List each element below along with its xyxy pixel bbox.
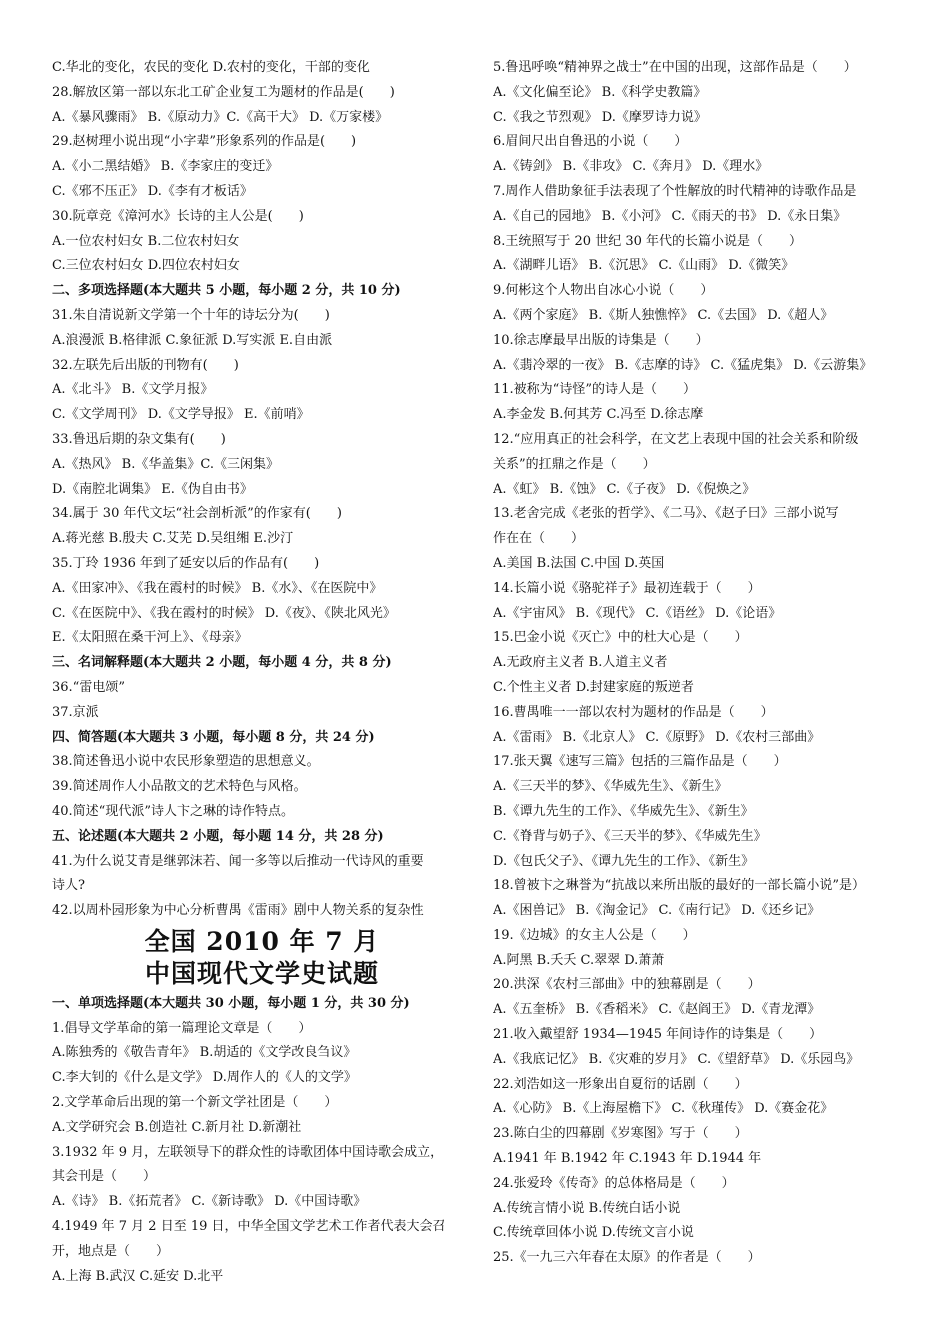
text-line: A.《北斗》 B.《文学月报》 [52, 382, 214, 398]
text-line: A.《暴风骤雨》 B.《原动力》C.《高干大》 D.《万家楼》 [52, 109, 389, 125]
text-line: A.《热风》 B.《华盖集》C.《三闲集》 [52, 456, 279, 472]
text-line: C.华北的变化，农民的变化 D.农村的变化，干部的变化 [52, 60, 370, 75]
text-line: C.三位农村妇女 D.四位农村妇女 [52, 258, 240, 274]
left-column [52, 56, 472, 1289]
text-line: 30.阮章竞《漳河水》长诗的主人公是( ) [52, 208, 304, 224]
text-line: 28.解放区第一部以东北工矿企业复工为题材的作品是( ) [52, 84, 395, 100]
text-line: A.《五奎桥》 B.《香稻米》 C.《赵阎王》 D.《青龙潭》 [493, 1002, 821, 1018]
text-line: 17.张天翼《速写三篇》包括的三篇作品是（ ） [493, 754, 787, 770]
text-line: 11.被称为“诗怪”的诗人是（ ） [493, 382, 696, 398]
text-line: E.《太阳照在桑干河上》、《母亲》 [52, 630, 248, 646]
text-line: A.《文化偏至论》 B.《科学史教篇》 [493, 84, 707, 100]
text-line: A.《自己的园地》 B.《小河》 C.《雨天的书》 D.《永日集》 [493, 208, 847, 224]
text-line: 1.倡导文学革命的第一篇理论文章是（ ） [52, 1020, 312, 1036]
text-line: C.李大钊的《什么是文学》 D.周作人的《人的文学》 [52, 1070, 357, 1086]
text-line: A.阿黑 B.夭夭 C.翠翠 D.萧萧 [493, 952, 665, 968]
text-line: C.传统章回体小说 D.传统文言小说 [493, 1225, 694, 1241]
text-line: 10.徐志摩最早出版的诗集是（ ） [493, 332, 709, 348]
text-line: A.《三天半的梦》、《华威先生》、《新生》 [493, 779, 728, 795]
text-line: A.《心防》 B.《上海屋檐下》 C.《秋瑾传》 D.《赛金花》 [493, 1101, 834, 1117]
text-line: A.《我底记忆》 B.《灾难的岁月》 C.《望舒草》 D.《乐园鸟》 [493, 1051, 860, 1067]
text-line: 31.朱自清说新文学第一个十年的诗坛分为( ) [52, 307, 330, 323]
text-line: 3.1932 年 9 月，左联领导下的群众性的诗歌团体中国诗歌会成立， [52, 1144, 444, 1160]
text-line: 22.刘浩如这一形象出自夏衍的话剧（ ） [493, 1076, 748, 1092]
text-line: C.《脊背与奶子》、《三天半的梦》、《华威先生》 [493, 828, 767, 844]
text-line: 7.周作人借助象征手法表现了个性解放的时代精神的诗歌作品是 [493, 183, 857, 199]
text-line: 35.丁玲 1936 年到了延安以后的作品有( ) [52, 555, 320, 571]
section-heading: 一、单项选择题(本大题共 30 小题，每小题 1 分，共 30 分) [52, 995, 410, 1011]
text-line: 13.老舍完成《老张的哲学》、《二马》、《赵子曰》三部小说写 [493, 506, 839, 522]
right-column [493, 56, 911, 1271]
section-heading: 三、名词解释题(本大题共 2 小题，每小题 4 分，共 8 分) [52, 655, 392, 671]
text-line: A.一位农村妇女 B.二位农村妇女 [52, 233, 240, 249]
text-line: D.《南腔北调集》 E.《伪自由书》 [52, 481, 253, 497]
text-line: A.《雷雨》 B.《北京人》 C.《原野》 D.《农村三部曲》 [493, 729, 821, 745]
text-line: 18.曾被卞之琳誉为“抗战以来所出版的最好的一部长篇小说”是） [493, 878, 865, 894]
text-line: 20.洪深《农村三部曲》中的独幕剧是（ ） [493, 977, 761, 993]
text-line: C.《邪不压正》 D.《李有才板话》 [52, 183, 253, 199]
text-line: 9.何彬这个人物出自冰心小说（ ） [493, 283, 714, 299]
text-line: 42.以周朴园形象为中心分析曹禺《雷雨》剧中人物关系的复杂性 [52, 903, 424, 919]
text-line: C.《文学周刊》 D.《文学导报》 E.《前哨》 [52, 407, 310, 423]
text-line: 4.1949 年 7 月 2 日至 19 日，中华全国文学艺术工作者代表大会召 [52, 1219, 446, 1235]
text-line: A.《铸剑》 B.《非攻》 C.《奔月》 D.《理水》 [493, 159, 769, 175]
text-line: 23.陈白尘的四幕剧《岁寒图》写于（ ） [493, 1126, 748, 1142]
text-line: 39.简述周作人小品散文的艺术特色与风格。 [52, 779, 307, 795]
text-line: A.《小二黑结婚》 B.《李家庄的变迁》 [52, 159, 279, 175]
text-line: 8.王统照写于 20 世纪 30 年代的长篇小说是（ ） [493, 233, 803, 249]
text-line: 36.“雷电颂” [52, 679, 125, 695]
text-line: 34.属于 30 年代文坛“社会剖析派”的作家有( ) [52, 506, 342, 522]
text-line: A.李金发 B.何其芳 C.冯至 D.徐志摩 [493, 407, 704, 423]
text-line: 32.左联先后出版的刊物有( ) [52, 357, 239, 373]
text-line: A.《翡冷翠的一夜》 B.《志摩的诗》 C.《猛虎集》 D.《云游集》 [493, 357, 873, 373]
text-line: 开，地点是（ ） [52, 1243, 170, 1259]
text-line: B.《谭九先生的工作》、《华威先生》、《新生》 [493, 803, 754, 819]
text-line: 21.收入戴望舒 1934—1945 年间诗作的诗集是（ ） [493, 1027, 823, 1043]
text-line: C.《我之节烈观》 D.《摩罗诗力说》 [493, 109, 707, 125]
text-line: A.浪漫派 B.格律派 C.象征派 D.写实派 E.自由派 [52, 332, 333, 348]
text-line: 作在在（ ） [493, 531, 585, 547]
text-line: 38.简述鲁迅小说中农民形象塑造的思想意义。 [52, 754, 320, 770]
text-line: 41.为什么说艾青是继郭沫若、闻一多等以后推动一代诗风的重要 [52, 853, 424, 869]
text-line: 其会刊是（ ） [52, 1169, 157, 1185]
text-line: 12.“应用真正的社会科学，在文艺上表现中国的社会关系和阶级 [493, 431, 859, 447]
text-line: 37.京派 [52, 704, 99, 720]
text-line: A.《湖畔儿语》 B.《沉思》 C.《山雨》 D.《微笑》 [493, 258, 795, 274]
text-line: 33.鲁迅后期的杂文集有( ) [52, 431, 226, 447]
text-line: 15.巴金小说《灭亡》中的杜大心是（ ） [493, 630, 748, 646]
text-line: A.上海 B.武汉 C.延安 D.北平 [52, 1268, 224, 1284]
text-line: 29.赵树理小说出现“小字辈”形象系列的作品是( ) [52, 134, 357, 150]
left-question-block-2 [52, 992, 472, 1290]
text-line: A.《虹》 B.《蚀》 C.《子夜》 D.《倪焕之》 [493, 481, 756, 497]
text-line: A.《两个家庭》 B.《斯人独憔悴》 C.《去国》 D.《超人》 [493, 307, 834, 323]
text-line: D.《包氏父子》、《谭九先生的工作》、《新生》 [493, 853, 755, 869]
text-line: 2.文学革命后出现的第一个新文学社团是（ ） [52, 1095, 338, 1111]
left-question-block [52, 56, 472, 924]
text-line: A.传统言情小说 B.传统白话小说 [493, 1200, 681, 1216]
text-line: 6.眉间尺出自鲁迅的小说（ ） [493, 134, 688, 150]
text-line: 19.《边城》的女主人公是（ ） [493, 927, 696, 943]
section-heading: 二、多项选择题(本大题共 5 小题，每小题 2 分，共 10 分) [52, 283, 401, 299]
right-question-block [493, 56, 911, 1271]
text-line: A.《困兽记》 B.《淘金记》 C.《南行记》 D.《还乡记》 [493, 903, 821, 919]
text-line: 14.长篇小说《骆驼祥子》最初连载于（ ） [493, 580, 761, 596]
text-line: A.1941 年 B.1942 年 C.1943 年 D.1944 年 [493, 1151, 762, 1167]
text-line: 24.张爱玲《传奇》的总体格局是（ ） [493, 1175, 735, 1191]
text-line: 关系”的扛鼎之作是（ ） [493, 456, 656, 472]
text-line: 16.曹禺唯一一部以农村为题材的作品是（ ） [493, 704, 774, 720]
text-line: A.文学研究会 B.创造社 C.新月社 D.新潮社 [52, 1119, 302, 1135]
section-heading: 四、简答题(本大题共 3 小题，每小题 8 分，共 24 分) [52, 729, 375, 745]
text-line: A.蒋光慈 B.殷夫 C.艾芜 D.吴组缃 E.沙汀 [52, 531, 294, 547]
exam-title-date: 全国 2010 年 7 月 [144, 926, 380, 956]
exam-title: 中国现代文学史试题 [144, 958, 379, 988]
text-line: 40.简述“现代派”诗人卞之琳的诗作特点。 [52, 803, 294, 819]
text-line: C.个性主义者 D.封建家庭的叛逆者 [493, 679, 694, 695]
text-line: A.《田家冲》、《我在霞村的时候》 B.《水》、《在医院中》 [52, 580, 383, 596]
text-line: A.陈独秀的《敬告青年》 B.胡适的《文学改良刍议》 [52, 1045, 357, 1061]
text-line: C.《在医院中》、《我在霞村的时候》 D.《夜》、《陕北风光》 [52, 605, 396, 621]
section-heading: 五、论述题(本大题共 2 小题，每小题 14 分，共 28 分) [52, 828, 384, 844]
text-line: A.《宇宙风》 B.《现代》 C.《语丝》 D.《论语》 [493, 605, 782, 621]
text-line: 诗人? [52, 878, 85, 894]
text-line: A.美国 B.法国 C.中国 D.英国 [493, 555, 665, 571]
text-line: A.无政府主义者 B.人道主义者 [493, 655, 668, 671]
text-line: 5.鲁迅呼唤“精神界之战士”在中国的出现，这部作品是（ ） [493, 60, 857, 75]
text-line: A.《诗》 B.《拓荒者》 C.《新诗歌》 D.《中国诗歌》 [52, 1194, 367, 1210]
text-line: 25.《一九三六年春在太原》的作者是（ ） [493, 1250, 761, 1266]
